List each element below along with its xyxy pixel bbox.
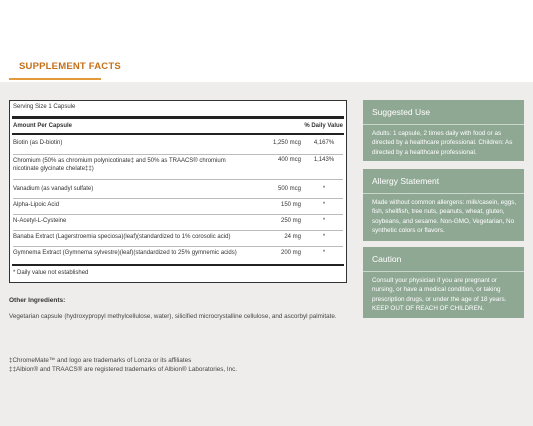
divider — [363, 193, 524, 194]
ingredient-dv: * — [322, 186, 326, 192]
amount-header: Amount Per Capsule — [13, 123, 73, 129]
daily-value-header: % Daily Value — [304, 123, 343, 129]
ingredient-amount: 200 mg — [280, 250, 301, 256]
daily-value-footnote: * Daily value not established — [13, 270, 89, 276]
supplement-facts-table — [9, 100, 347, 283]
ingredient-dv: 4,167% — [313, 140, 335, 146]
ingredient-name: Gymnema Extract (Gymnema sylvestre)(leaf)(standardized to 25% gymnemic acids) — [13, 250, 237, 256]
tab-supplement-facts[interactable]: SUPPLEMENT FACTS — [19, 61, 121, 72]
table-row — [13, 157, 343, 180]
trademark-note: ‡ChromeMate™ and logo are trademarks of Lonza or its affiliates — [9, 357, 192, 364]
table-row — [13, 140, 343, 155]
ingredient-amount: 1,250 mcg — [272, 140, 301, 146]
ingredient-name: Biotin (as D-biotin) — [13, 140, 63, 146]
tab-header — [0, 0, 533, 82]
ingredient-amount: 400 mcg — [277, 157, 301, 163]
allergy-statement-box — [363, 169, 524, 241]
caution-title: Caution — [372, 254, 402, 264]
ingredient-amount: 250 mg — [280, 218, 301, 224]
ingredient-dv: * — [322, 250, 326, 256]
table-bottom-rule — [12, 264, 344, 266]
allergy-statement-text: Made without common allergens: milk/casein, eggs, fish, shellfish, tree nuts, peanuts, wheat, gluten, soybeans, and sesame. Non-GMO, Vegetarian, No synthetic colors or flavors. — [372, 199, 517, 234]
serving-size: Serving Size 1 Capsule — [13, 104, 76, 110]
ingredient-amount: 150 mg — [280, 202, 301, 208]
ingredient-amount: 24 mg — [284, 234, 301, 240]
ingredient-dv: 1,143% — [313, 157, 335, 163]
table-row — [13, 234, 343, 247]
table-row — [13, 202, 343, 215]
suggested-use-title: Suggested Use — [372, 107, 431, 117]
trademark-note: ‡‡Albion® and TRAACS® are registered trademarks of Albion® Laboratories, Inc. — [9, 366, 238, 373]
table-row — [13, 250, 343, 262]
ingredient-dv: * — [322, 218, 326, 224]
header-bottom-rule — [12, 133, 344, 135]
ingredient-name: Alpha-Lipoic Acid — [13, 202, 60, 208]
ingredient-dv: * — [322, 234, 326, 240]
other-ingredients-text: Vegetarian capsule (hydroxypropyl methylcellulose, water), silicified microcrystalline cellulose, and ascorbyl palmitate. — [9, 313, 337, 320]
suggested-use-text: Adults: 1 capsule, 2 times daily with food or as directed by a healthcare professional. Children: As directed by a healthcare professional. — [372, 130, 513, 156]
column-headers — [13, 123, 343, 129]
ingredient-dv: * — [322, 202, 326, 208]
ingredient-amount: 500 mcg — [277, 186, 301, 192]
table-row — [13, 218, 343, 231]
caution-text: Consult your physician if you are pregnant or nursing, or have a medical condition, or taking prescription drugs, or under the age of 18 years. KEEP OUT OF REACH OF CHILDREN. — [372, 277, 507, 312]
suggested-use-box — [363, 100, 524, 161]
divider — [363, 271, 524, 272]
other-ingredients-title: Other Ingredients: — [9, 297, 66, 304]
divider — [363, 124, 524, 125]
table-row — [13, 186, 343, 199]
tab-active-indicator — [9, 78, 101, 80]
ingredient-name: Vanadium (as vanadyl sulfate) — [13, 186, 94, 192]
header-rule — [12, 116, 344, 119]
ingredient-name: Banaba Extract (Lagerstroemia speciosa)(leaf)(standardized to 1% corosolic acid) — [13, 234, 231, 240]
allergy-statement-title: Allergy Statement — [372, 176, 440, 186]
ingredient-name: Chromium (50% as chromium polynicotinate‡ and 50% as TRAACS® chromium nicotinate glycinate chelate‡‡) — [13, 158, 226, 172]
ingredient-name: N-Acetyl-L-Cysteine — [13, 218, 67, 224]
caution-box — [363, 247, 524, 318]
